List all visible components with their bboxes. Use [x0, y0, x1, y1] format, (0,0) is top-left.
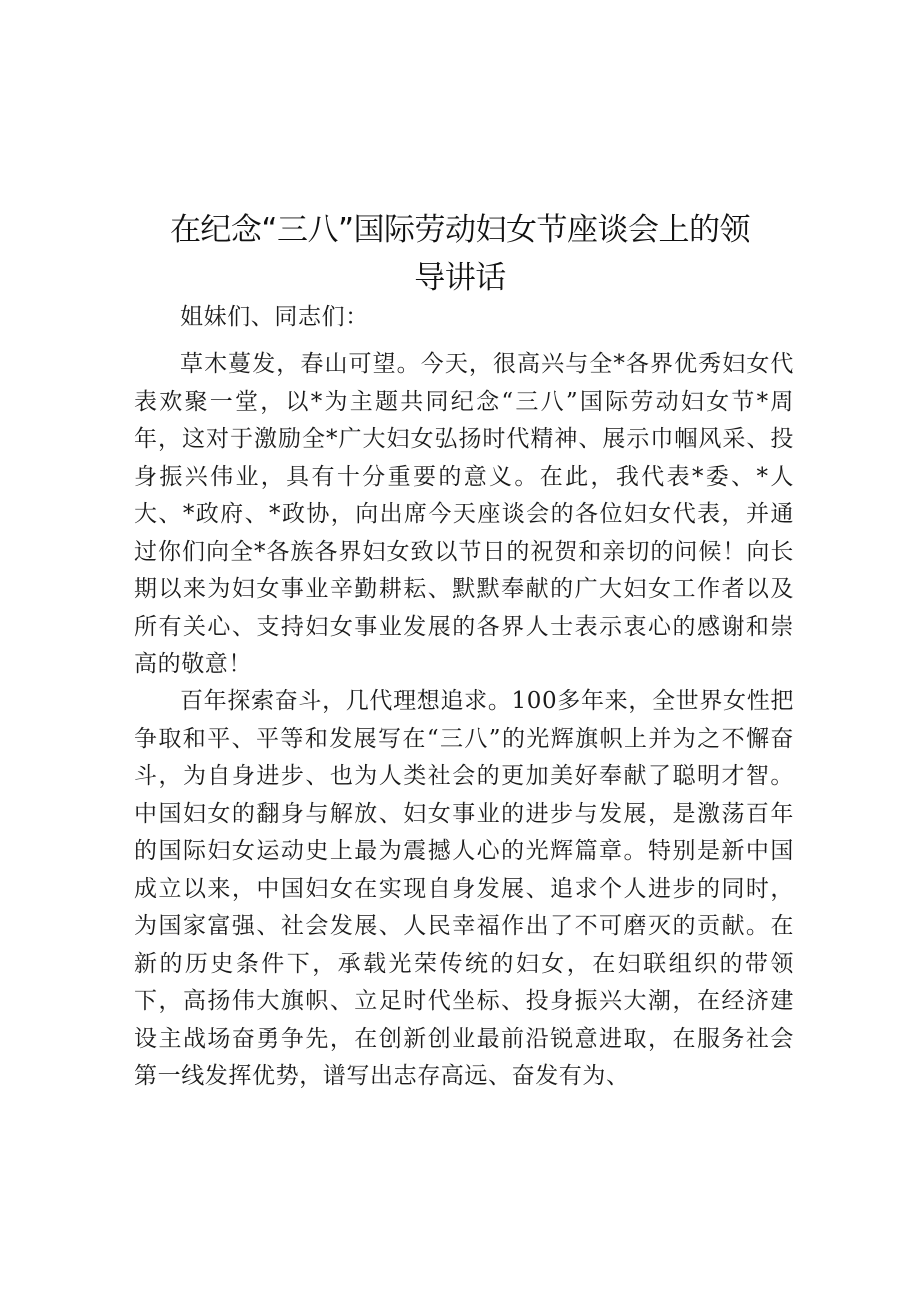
title-line-1: 在纪念“三八”国际劳动妇女节座谈会上的领 — [169, 212, 751, 248]
title-line-2: 导讲话 — [414, 260, 506, 296]
paragraph-1: 草木蔓发，春山可望。今天，很高兴与全*各界优秀妇女代表欢聚一堂，以*为主题共同纪念“三八”国际劳动妇女节*周年，这对于激励全*广大妇女弘扬时代精神、展示巾帼风采、投身振兴伟业，具有十分重要的意义。在此，我代表*委、*人大、*政府、*政协，向出席今天座谈会的各位妇女代表，并通过你们向全*各族各界妇女致以节日的祝贺和亲切的问候！向长期以来为妇女事业辛勤耕耘、默默奉献的广大妇女工作者以及所有关心、支持妇女事业发展的各界人士表示衷心的感谢和崇高的敬意！ — [134, 351, 794, 677]
document-title — [150, 206, 770, 302]
paragraph-2: 百年探索奋斗，几代理想追求。100多年来，全世界女性把争取和平、平等和发展写在“三八”的光辉旗帜上并为之不懈奋斗，为自身进步、也为人类社会的更加美好奉献了聪明才智。中国妇女的翻身与解放、妇女事业的进步与发展，是激荡百年的国际妇女运动史上最为震撼人心的光辉篇章。特别是新中国成立以来，中国妇女在实现自身发展、追求个人进步的同时，为国家富强、社会发展、人民幸福作出了不可磨灭的贡献。在新的历史条件下，承载光荣传统的妇女，在妇联组织的带领下，高扬伟大旗帜、立足时代坐标、投身振兴大潮，在经济建设主战场奋勇争先，在创新创业最前沿锐意进取，在服务社会第一线发挥优势，谱写出志存高远、奋发有为、 — [134, 688, 794, 1089]
salutation: 姐妹们、同志们： — [180, 304, 369, 330]
